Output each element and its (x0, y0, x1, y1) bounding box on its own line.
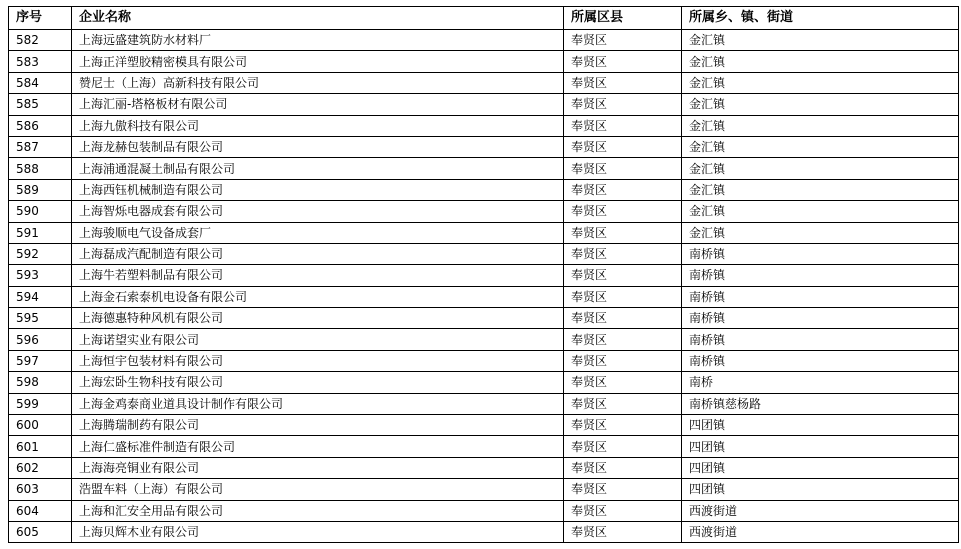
table-row (9, 265, 959, 286)
header-enterprise-name: 企业名称 (72, 7, 564, 30)
cell-town: 金汇镇 (682, 72, 959, 93)
cell-index: 588 (9, 158, 72, 179)
cell-district: 奉贤区 (564, 393, 682, 414)
cell-index: 605 (9, 521, 72, 542)
table-row (9, 158, 959, 179)
cell-index: 590 (9, 201, 72, 222)
cell-index: 583 (9, 51, 72, 72)
cell-index: 582 (9, 30, 72, 51)
table-row (9, 415, 959, 436)
cell-district: 奉贤区 (564, 222, 682, 243)
cell-district: 奉贤区 (564, 286, 682, 307)
cell-enterprise-name: 上海诺望实业有限公司 (72, 329, 564, 350)
table-row (9, 479, 959, 500)
cell-enterprise-name: 上海宏卧生物科技有限公司 (72, 372, 564, 393)
cell-enterprise-name: 上海金石索泰机电设备有限公司 (72, 286, 564, 307)
table-row (9, 436, 959, 457)
cell-town: 金汇镇 (682, 179, 959, 200)
cell-town: 金汇镇 (682, 136, 959, 157)
cell-enterprise-name: 上海九傲科技有限公司 (72, 115, 564, 136)
cell-town: 金汇镇 (682, 158, 959, 179)
cell-district: 奉贤区 (564, 201, 682, 222)
cell-enterprise-name: 上海汇丽-塔格板材有限公司 (72, 94, 564, 115)
cell-town: 西渡街道 (682, 500, 959, 521)
cell-index: 602 (9, 457, 72, 478)
cell-district: 奉贤区 (564, 115, 682, 136)
cell-district: 奉贤区 (564, 30, 682, 51)
cell-enterprise-name: 上海海亮铜业有限公司 (72, 457, 564, 478)
cell-index: 589 (9, 179, 72, 200)
table-row (9, 222, 959, 243)
table-row (9, 286, 959, 307)
cell-district: 奉贤区 (564, 521, 682, 542)
cell-town: 南桥镇 (682, 286, 959, 307)
cell-index: 597 (9, 350, 72, 371)
cell-index: 586 (9, 115, 72, 136)
cell-town: 西渡街道 (682, 521, 959, 542)
cell-district: 奉贤区 (564, 158, 682, 179)
table-row (9, 94, 959, 115)
table-row (9, 521, 959, 542)
cell-index: 595 (9, 308, 72, 329)
cell-district: 奉贤区 (564, 457, 682, 478)
table-row (9, 136, 959, 157)
cell-enterprise-name: 上海腾瑞制药有限公司 (72, 415, 564, 436)
cell-enterprise-name: 上海和汇安全用品有限公司 (72, 500, 564, 521)
cell-index: 587 (9, 136, 72, 157)
cell-index: 604 (9, 500, 72, 521)
cell-enterprise-name: 上海牛若塑料制品有限公司 (72, 265, 564, 286)
enterprise-table (8, 6, 959, 543)
cell-town: 四团镇 (682, 457, 959, 478)
table-row (9, 51, 959, 72)
cell-enterprise-name: 上海骏顺电气设备成套厂 (72, 222, 564, 243)
cell-district: 奉贤区 (564, 243, 682, 264)
cell-index: 603 (9, 479, 72, 500)
cell-district: 奉贤区 (564, 265, 682, 286)
cell-district: 奉贤区 (564, 72, 682, 93)
table-row (9, 201, 959, 222)
table-row (9, 308, 959, 329)
cell-enterprise-name: 上海德惠特种风机有限公司 (72, 308, 564, 329)
table-row (9, 329, 959, 350)
cell-town: 四团镇 (682, 415, 959, 436)
table-row (9, 457, 959, 478)
cell-enterprise-name: 上海金鸡泰商业道具设计制作有限公司 (72, 393, 564, 414)
table-header (9, 7, 959, 30)
cell-town: 南桥 (682, 372, 959, 393)
cell-index: 600 (9, 415, 72, 436)
header-district: 所属区县 (564, 7, 682, 30)
cell-district: 奉贤区 (564, 51, 682, 72)
cell-enterprise-name: 上海磊成汽配制造有限公司 (72, 243, 564, 264)
cell-enterprise-name: 上海远盛建筑防水材料厂 (72, 30, 564, 51)
table-row (9, 372, 959, 393)
header-row (9, 7, 959, 30)
cell-enterprise-name: 上海龙赫包装制品有限公司 (72, 136, 564, 157)
cell-district: 奉贤区 (564, 329, 682, 350)
cell-town: 南桥镇 (682, 243, 959, 264)
cell-enterprise-name: 上海恒宇包装材料有限公司 (72, 350, 564, 371)
header-index: 序号 (9, 7, 72, 30)
cell-district: 奉贤区 (564, 94, 682, 115)
header-town: 所属乡、镇、街道 (682, 7, 959, 30)
cell-index: 599 (9, 393, 72, 414)
cell-town: 金汇镇 (682, 222, 959, 243)
cell-index: 592 (9, 243, 72, 264)
cell-district: 奉贤区 (564, 372, 682, 393)
cell-enterprise-name: 上海正洋塑胶精密模具有限公司 (72, 51, 564, 72)
cell-district: 奉贤区 (564, 136, 682, 157)
cell-town: 南桥镇 (682, 308, 959, 329)
cell-index: 591 (9, 222, 72, 243)
cell-enterprise-name: 赞尼士（上海）高新科技有限公司 (72, 72, 564, 93)
cell-index: 598 (9, 372, 72, 393)
cell-district: 奉贤区 (564, 308, 682, 329)
cell-town: 金汇镇 (682, 30, 959, 51)
cell-town: 四团镇 (682, 479, 959, 500)
table-row (9, 350, 959, 371)
cell-town: 南桥镇 (682, 265, 959, 286)
table-body (9, 30, 959, 543)
cell-index: 596 (9, 329, 72, 350)
cell-enterprise-name: 上海贝辉木业有限公司 (72, 521, 564, 542)
table-row (9, 72, 959, 93)
cell-enterprise-name: 上海西钰机械制造有限公司 (72, 179, 564, 200)
cell-district: 奉贤区 (564, 350, 682, 371)
cell-district: 奉贤区 (564, 415, 682, 436)
table-row (9, 179, 959, 200)
cell-town: 南桥镇 (682, 350, 959, 371)
cell-town: 金汇镇 (682, 201, 959, 222)
table-row (9, 500, 959, 521)
cell-town: 南桥镇 (682, 329, 959, 350)
cell-enterprise-name: 上海智烁电器成套有限公司 (72, 201, 564, 222)
cell-district: 奉贤区 (564, 479, 682, 500)
cell-enterprise-name: 上海仁盛标准件制造有限公司 (72, 436, 564, 457)
cell-enterprise-name: 浩盟车料（上海）有限公司 (72, 479, 564, 500)
cell-index: 601 (9, 436, 72, 457)
cell-district: 奉贤区 (564, 436, 682, 457)
cell-index: 584 (9, 72, 72, 93)
table-row (9, 115, 959, 136)
table-row (9, 243, 959, 264)
cell-town: 金汇镇 (682, 115, 959, 136)
cell-enterprise-name: 上海浦通混凝土制品有限公司 (72, 158, 564, 179)
table-row (9, 30, 959, 51)
cell-district: 奉贤区 (564, 179, 682, 200)
cell-index: 585 (9, 94, 72, 115)
cell-town: 四团镇 (682, 436, 959, 457)
cell-town: 金汇镇 (682, 51, 959, 72)
cell-index: 594 (9, 286, 72, 307)
cell-index: 593 (9, 265, 72, 286)
cell-district: 奉贤区 (564, 500, 682, 521)
table-row (9, 393, 959, 414)
cell-town: 金汇镇 (682, 94, 959, 115)
cell-town: 南桥镇慈杨路 (682, 393, 959, 414)
